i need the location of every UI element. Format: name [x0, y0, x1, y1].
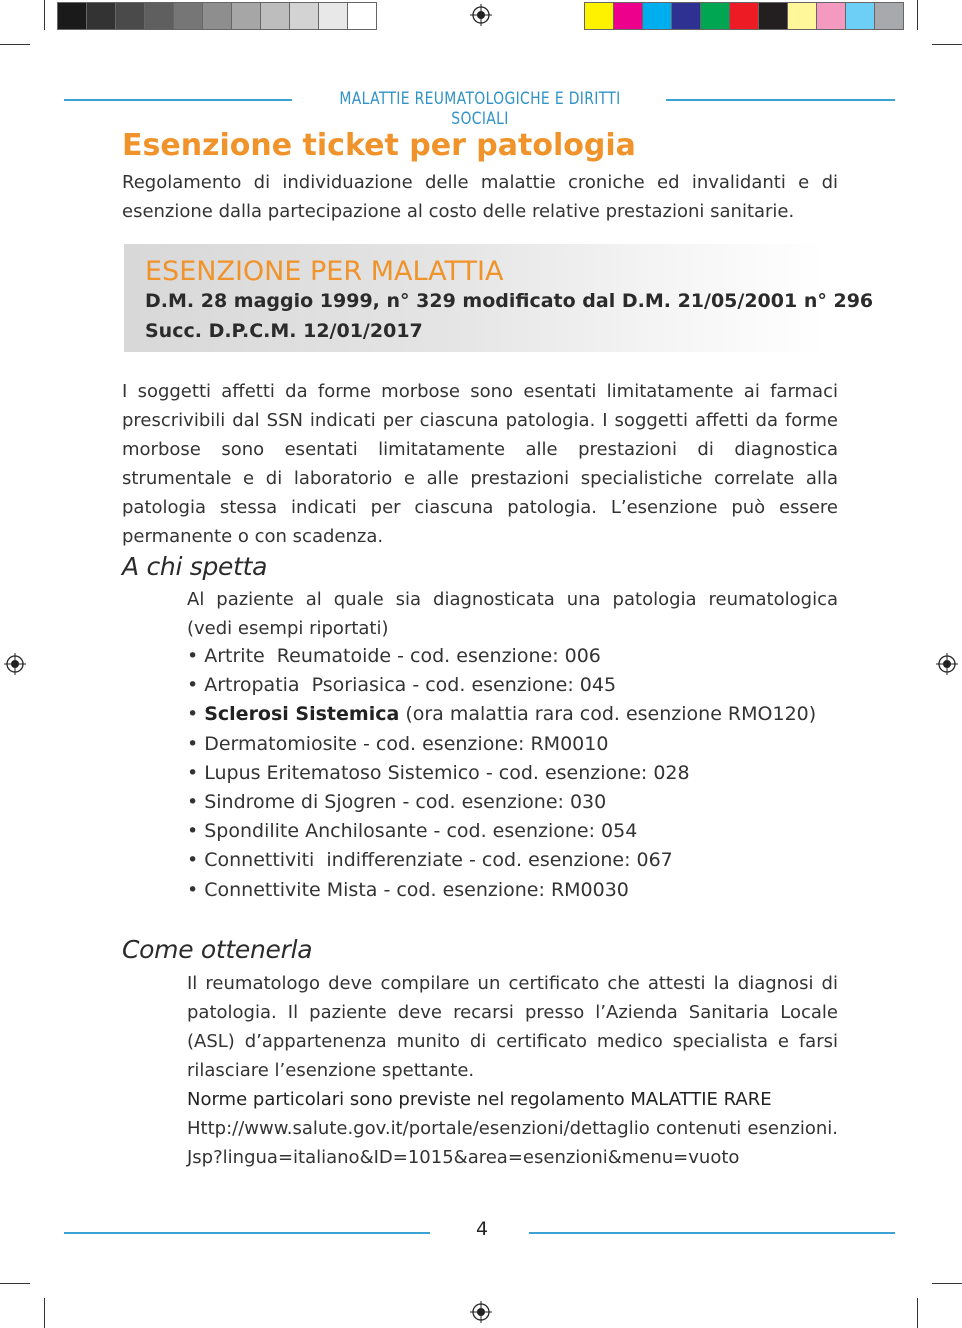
disease-text: Artropatia Psoriasica - cod. esenzione: 045 [204, 674, 617, 697]
info-box-title: ESENZIONE PER MALATTIA [145, 256, 504, 287]
disease-text: Lupus Eritematoso Sistemico - cod. esenzione: 028 [204, 761, 690, 784]
color-swatch [729, 2, 759, 30]
color-swatch [57, 2, 87, 30]
color-swatch [173, 2, 203, 30]
disease-text: Connettiviti indifferenziate - cod. esenzione: 067 [204, 849, 673, 872]
how-to-obtain-block [187, 969, 838, 1172]
crop-mark [917, 0, 918, 30]
color-swatch [289, 2, 319, 30]
crop-mark [917, 1298, 918, 1328]
crop-mark [44, 1298, 45, 1328]
color-swatch [86, 2, 116, 30]
disease-list-item [187, 817, 816, 846]
registration-mark-icon [470, 1301, 492, 1323]
crop-mark [932, 44, 962, 45]
reference-url[interactable]: Http://www.salute.gov.it/portale/esenzioni/dettaglio contenuti esenzioni.Jsp?lingua=italiano&ID=1015&area=esenzioni&menu=vuoto [187, 1118, 838, 1168]
disease-text: Sindrome di Sjogren - cod. esenzione: 030 [204, 791, 607, 814]
bullet-icon: • [187, 645, 199, 667]
footer-rule-right [529, 1232, 895, 1234]
header-rule-right [666, 99, 895, 101]
page-subtitle: Regolamento di individuazione delle malattie croniche ed invalidanti e di esenzione dalla partecipazione al costo delle relative prestazioni sanitarie. [122, 172, 838, 222]
disease-text: (ora malattia rara cod. esenzione RMO120) [399, 703, 817, 726]
disease-text: Spondilite Anchilosante - cod. esenzione: 054 [204, 820, 638, 843]
disease-list-item [187, 730, 816, 759]
running-header: MALATTIE REUMATOLOGICHE E DIRITTI SOCIALI [339, 89, 621, 129]
color-swatch [231, 2, 261, 30]
disease-list-item [187, 700, 816, 729]
bullet-icon: • [187, 849, 199, 872]
info-box-decree-update: Succ. D.P.C.M. 12/01/2017 [145, 320, 423, 342]
disease-list-item [187, 788, 816, 817]
crop-mark [0, 44, 30, 45]
bullet-icon: • [187, 791, 199, 814]
bullet-icon: • [187, 674, 199, 697]
color-swatch [700, 2, 730, 30]
intro-paragraph: I soggetti affetti da forme morbose sono esentati limitatamente ai farmaci prescrivibili dal SSN indicati per ciascuna patologia. I soggetti affetti da forme morbose sono esentati limitatamente alle prestazioni di diagnostica strumentale e di laboratorio e alle prestazioni specialistiche correlate alla patologia stessa indicati per ciascuna patologia. L’esenzione può essere permanente o con scadenza. [122, 381, 838, 547]
color-swatch [613, 2, 643, 30]
info-box-decree: D.M. 28 maggio 1999, n° 329 modificato dal D.M. 21/05/2001 n° 296 [145, 290, 874, 312]
bullet-icon: • [187, 878, 199, 901]
footer-rule-left [64, 1232, 430, 1234]
rare-diseases-note: Norme particolari sono previste nel regolamento MALATTIE RARE [187, 1089, 772, 1110]
disease-text: Connettivite Mista - cod. esenzione: RM0030 [204, 878, 629, 901]
bullet-icon: • [187, 761, 199, 784]
page-title: Esenzione ticket per patologia [122, 128, 636, 163]
how-to-obtain-text: Il reumatologo deve compilare un certificato che attesti la diagnosi di patologia. Il paziente deve recarsi presso l’Azienda Sanitaria Locale (ASL) d’appartenenza munito di certificato medico specialista e farsi rilasciare l’esenzione spettante. [187, 973, 838, 1081]
registration-mark-icon [936, 653, 958, 675]
disease-text: Dermatomiosite - cod. esenzione: RM0010 [204, 732, 609, 755]
bullet-icon: • [187, 732, 199, 755]
section-heading-how-to-obtain: Come ottenerla [122, 935, 313, 964]
color-swatch [318, 2, 348, 30]
disease-list [187, 642, 816, 905]
disease-list-item [187, 642, 816, 671]
section-heading-eligibility: A chi spetta [122, 552, 268, 581]
color-swatch [144, 2, 174, 30]
page-number: 4 [475, 1218, 489, 1240]
eligibility-text: Al paziente al quale sia diagnosticata una patologia reumatologica (vedi esempi riportati) [187, 589, 838, 639]
color-swatch [347, 2, 377, 30]
color-swatch [787, 2, 817, 30]
crop-mark [44, 0, 45, 30]
color-swatch [584, 2, 614, 30]
crop-mark [932, 1283, 962, 1284]
color-swatch [874, 2, 904, 30]
registration-mark-icon [4, 653, 26, 675]
color-swatch [202, 2, 232, 30]
crop-mark [0, 1283, 30, 1284]
disease-list-item [187, 759, 816, 788]
header-rule-left [64, 99, 292, 101]
color-swatch [758, 2, 788, 30]
disease-list-item [187, 846, 816, 875]
color-swatch [642, 2, 672, 30]
disease-text: Artrite Reumatoide - cod. esenzione: 006 [204, 645, 601, 667]
disease-list-item [187, 671, 816, 700]
disease-list-item [187, 876, 816, 905]
color-swatch [260, 2, 290, 30]
color-swatch [816, 2, 846, 30]
disease-name-strong: Sclerosi Sistemica [204, 703, 400, 726]
color-swatch [115, 2, 145, 30]
color-swatch [671, 2, 701, 30]
color-swatch [845, 2, 875, 30]
bullet-icon: • [187, 820, 199, 843]
bullet-icon: • [187, 703, 199, 726]
registration-mark-icon [470, 4, 492, 26]
